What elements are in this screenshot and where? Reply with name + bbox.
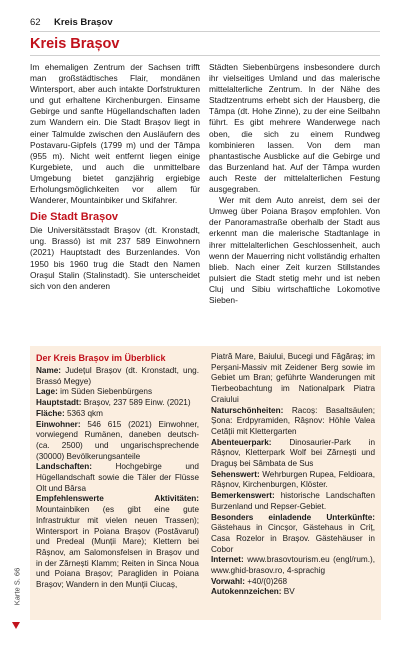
triangle-marker-icon — [12, 622, 20, 629]
overview-item-label: Name: — [36, 366, 62, 375]
overview-item-text: im Süden Siebenbürgens — [60, 387, 153, 397]
overview-item — [211, 491, 375, 512]
overview-left-column — [36, 352, 199, 591]
overview-item-text: Dinosaurier-Park in Râșnov, Kletterpark Wolf bei Zărnești und Draguș bei Sâmbata de Sus — [211, 437, 375, 469]
overview-item — [211, 577, 375, 588]
overview-item-label: Einwohner: — [36, 419, 81, 429]
overview-item-label: Bemerkenswert: — [211, 491, 275, 501]
overview-item-label: Landschaften: — [36, 462, 92, 472]
overview-item — [36, 462, 199, 494]
overview-item — [211, 555, 375, 576]
overview-item — [36, 387, 199, 398]
overview-item-text: Racoș: Basaltsäulen; Șona: Erdpyramiden, Râșnov: Höhle Valea Cetății mit Klettergarten — [211, 405, 375, 436]
page-number: 62 — [30, 17, 41, 28]
overview-item-text: BV — [283, 587, 295, 597]
overview-item-label: Fläche: — [36, 408, 65, 418]
overview-item — [211, 513, 375, 556]
overview-right-column — [211, 352, 375, 598]
overview-item-label: Hauptstadt: — [36, 398, 82, 408]
right-column — [209, 62, 380, 306]
overview-item-text: Piatră Mare, Baiului, Bucegi und Făgăraș; im Perșani-Massiv mit Zeidener Berg sowie im Gebiet um Bran; geführte Wanderungen mit Tierbeobachtung im Nationalpark Piatra Craiului — [211, 352, 375, 404]
section-heading: Die Stadt Brașov — [30, 211, 119, 224]
overview-item-label: Besonders einladende Unterkünfte: — [211, 512, 375, 522]
overview-item-label: Vorwahl: — [211, 576, 245, 586]
overview-item-text: Brașov, 237 589 Einw. (2021) — [83, 398, 191, 408]
overview-title: Der Kreis Brașov im Überblick — [36, 353, 166, 363]
intro-paragraph: Im ehemaligen Zentrum der Sachsen trifft man großstädtisches Flair, mondänen Wintersport, aber auch intakte Dorfstrukturen und gut erhaltene Kirchenburgen. Einsame Gebirge und sanfte Hügellandschaften laden zum Wandern ein. Die Stadt Brașov liegt in einer Talmulde zwischen den Ausläufern des Postavaru-Gipfels (1799 m) und der Tâmpa (955 m). Nicht weit entfernt liegen einige Kurgebiete, und auch die unmittelbare Umgebung bietet ganzjährig ergiebige Erholungsmöglichkeiten vor allem für Wanderer, Mountainbiker und Skifahrer. — [30, 62, 200, 206]
overview-item — [36, 409, 199, 420]
overview-item-text: 5363 qkm — [66, 408, 103, 418]
title-divider — [30, 55, 380, 56]
overview-item-label: Lage: — [36, 387, 58, 397]
overview-item-label: Abenteuerpark: — [211, 437, 272, 447]
running-header — [30, 17, 380, 31]
overview-item — [36, 366, 199, 387]
overview-item-text: Hochgebirge und Hügellandschaft sowie die Täler der Flüsse Olt und Bârsa — [36, 462, 199, 493]
left-column — [30, 62, 200, 292]
overview-item-label: Autokennzeichen: — [211, 587, 282, 597]
overview-item-text: Wehrburgen Rupea, Feldioara, Râșnov, Kirchenburgen, Klöster. — [211, 469, 375, 490]
running-title: Kreis Brașov — [54, 17, 113, 28]
overview-item — [211, 406, 375, 438]
overview-item — [36, 398, 199, 409]
overview-item-label: Naturschönheiten: — [211, 405, 284, 415]
overview-item — [211, 352, 375, 406]
city-paragraph: Die Universitätsstadt Brașov (dt. Kronstadt, ung. Brassó) ist mit 237 589 Einwohnern (2021) Hauptstadt des Burzenlandes. Von 1950 bis 1960 trug die Stadt den Namen Orașul Stalin (Stalinstadt). Sie unterscheidet sich von den anderen — [30, 225, 200, 291]
overview-item-label: Empfehlenswerte Aktivitäten: — [36, 494, 199, 504]
right-paragraph-2: Wer mit dem Auto anreist, dem sei der Umweg über Poiana Brașov empfohlen. Von der Panoramastraße oberhalb der Stadt aus erkennt man die malerische Stadtanlage in ihrer mittelalterlichen Geschlossenheit, auch wenn der Mauerring nicht vollständig erhalten blieb. Nach einer Zeit kurzen Stillstandes pulsiert die Stadt stetig mehr und ist neben Cluj und Sibiu wirtschaftliche Lokomotive Sieben- — [209, 195, 380, 305]
overview-item — [36, 420, 199, 463]
chapter-title: Kreis Brașov — [30, 36, 120, 52]
overview-item-label: Internet: — [211, 555, 244, 565]
overview-item-text: www.brasovtourism.eu (engl/rum.), www.ghid-brasov.ro, 4-sprachig — [211, 555, 375, 576]
overview-item — [211, 470, 375, 491]
overview-left-items — [36, 366, 199, 591]
overview-item — [211, 438, 375, 470]
overview-item-text: +40/(0)268 — [247, 576, 288, 586]
header-divider — [30, 31, 380, 32]
overview-item — [36, 494, 199, 590]
map-reference — [10, 560, 24, 640]
overview-item-text: historische Landschaften Burzenland und Repser-Gebiet. — [211, 491, 376, 511]
overview-item-text: Gästehaus in Cincșor, Gästehaus in Criț, Casa Rozelor in Brașov. Gästehäuser in Cobor — [211, 523, 375, 554]
overview-box — [30, 346, 381, 620]
overview-item-text: 546 615 (2021) Einwohner, vorwiegend Rumänen, daneben deutsch- (ca. 2500) und ungarischsprechende (30000) Bevölkerungsanteile — [36, 419, 199, 461]
overview-right-items — [211, 352, 375, 598]
overview-item — [211, 587, 375, 598]
overview-item-text: Mountainbiken (es gibt eine gute Infrastruktur mit vielen neuen Trassen); Wintersport in Poiana Brașov (Postăvarul) und Predeal (Munții Mare); Klettern bei Râșnov, am Salomonsfelsen in Brașov und in der Zărnești Klamm; Reiten in Sinca Noua und Poiana Brașov; Paragliden in Poiana Brașov; Wandern in den Munții Ciucaș, — [36, 505, 199, 590]
overview-item-text: Județul Brașov (dt. Kronstadt, ung. Brassó Megye) — [36, 366, 199, 386]
map-reference-label: Karte S. 66 — [12, 567, 22, 606]
right-paragraph-1: Städten Siebenbürgens insbesondere durch ihr vielseitiges Umland und das malerische mittelalterliche Zentrum. In der Nähe des Stadtzentrums erhebt sich der Hausberg, die Tâmpa (dt. Hohe Zinne), zu der eine Seilbahn führt. Es gibt mehrere Wanderwege nach oben, die sich zu einem Rundweg kombinieren lassen. Von dem man phantastische Ausblicke auf die Gebirge und das Burzenland hat. Auf der Tâmpa wurden auch Reste der mittelalterlichen Festung ausgegraben. — [209, 62, 380, 195]
overview-item-label: Sehenswert: — [211, 469, 260, 479]
